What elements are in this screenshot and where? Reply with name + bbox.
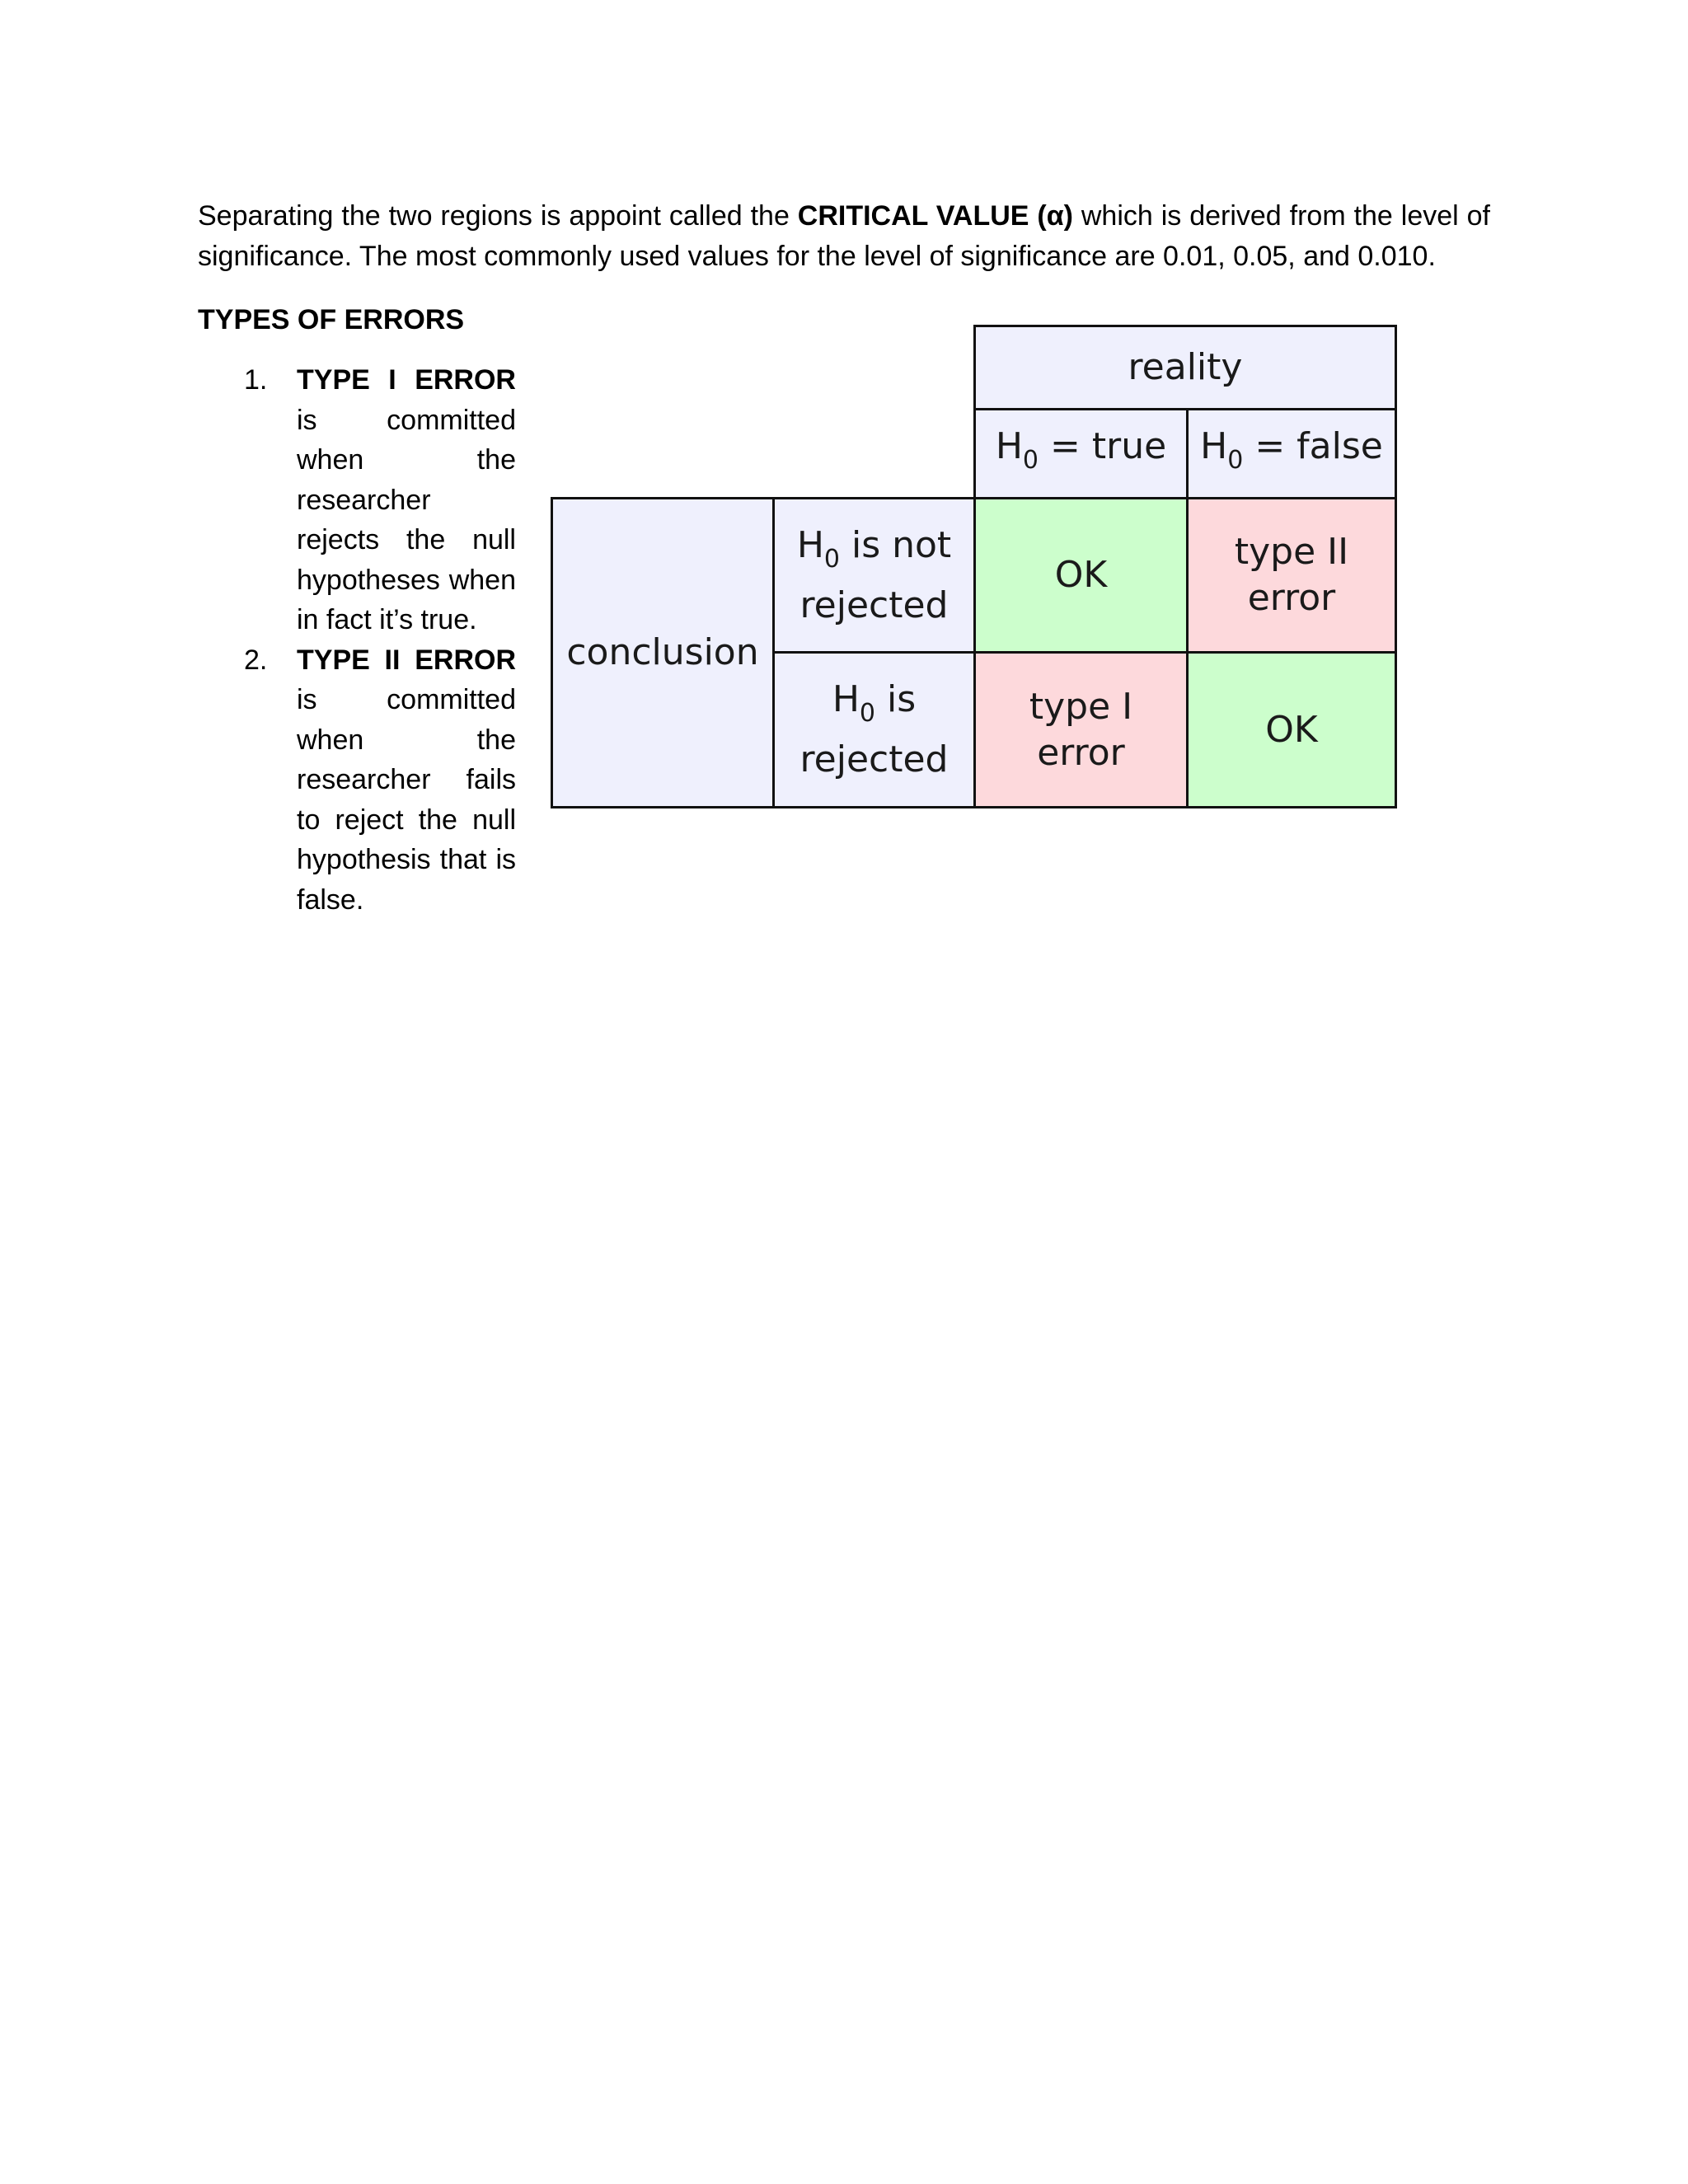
list-number: 2. (244, 644, 268, 676)
error-description: is committed when the researcher rejects the null hypotheses when in fact it’s true. (297, 404, 516, 635)
type1-text-b: error (1037, 731, 1125, 774)
sub-zero: 0 (859, 699, 876, 728)
cell-type-i-error (973, 651, 1189, 808)
sub-zero: 0 (1022, 446, 1039, 475)
col-true-text: = true (1039, 425, 1167, 467)
error-term: TYPE I ERROR (297, 364, 516, 396)
sub-zero: 0 (823, 544, 840, 574)
reality-header (973, 325, 1397, 410)
col-false-label (1200, 424, 1383, 484)
para-text-1: Separating the two regions is appoint called the (198, 200, 798, 232)
type2-text-a: type II (1234, 531, 1349, 573)
h-letter: H (1200, 425, 1228, 467)
error-term: TYPE II ERROR (297, 644, 516, 676)
cell-type-ii-error (1186, 497, 1397, 654)
para-text-2: which is derived from the level of significance. The most commonly used values for the level of significance are 0.01, 0.05, and 0.010. (198, 200, 1490, 272)
row-text-b: rejected (799, 738, 949, 780)
row-text-a: is (875, 678, 917, 720)
row-rejected-label (800, 677, 949, 783)
conclusion-header (551, 497, 775, 808)
list-number: 1. (244, 364, 268, 396)
conclusion-text: conclusion (566, 631, 759, 673)
error-description: is committed when the researcher fails to reject the null hypothesis that is false. (297, 684, 516, 916)
col-false-text: = false (1243, 425, 1383, 467)
row-header-rejected (772, 651, 976, 808)
type2-text-b: error (1247, 577, 1336, 619)
h-letter: H (832, 678, 860, 720)
col-header-h0-true (973, 408, 1189, 499)
reality-text: reality (1128, 346, 1243, 388)
row-text-b: rejected (799, 583, 949, 626)
critical-value-term: CRITICAL VALUE (797, 200, 1038, 232)
alpha-text: (α) (1037, 200, 1073, 232)
ok-text: OK (1265, 708, 1318, 751)
h-letter: H (995, 425, 1023, 467)
h-letter: H (796, 523, 824, 566)
row-not-rejected-label (797, 523, 951, 629)
type1-text-a: type I (1029, 685, 1133, 728)
row-header-not-rejected (772, 497, 976, 654)
cell-ok-false-rejected (1186, 651, 1397, 808)
col-header-h0-false (1186, 408, 1397, 499)
type1-label (1029, 684, 1132, 776)
col-true-label (996, 424, 1166, 484)
type2-label (1235, 529, 1348, 621)
types-of-errors-heading: TYPES OF ERRORS (198, 304, 465, 335)
row-text-a: is not (840, 523, 952, 566)
cell-ok-true-not-rejected (973, 497, 1189, 654)
sub-zero: 0 (1227, 446, 1244, 475)
ok-text: OK (1054, 554, 1108, 596)
